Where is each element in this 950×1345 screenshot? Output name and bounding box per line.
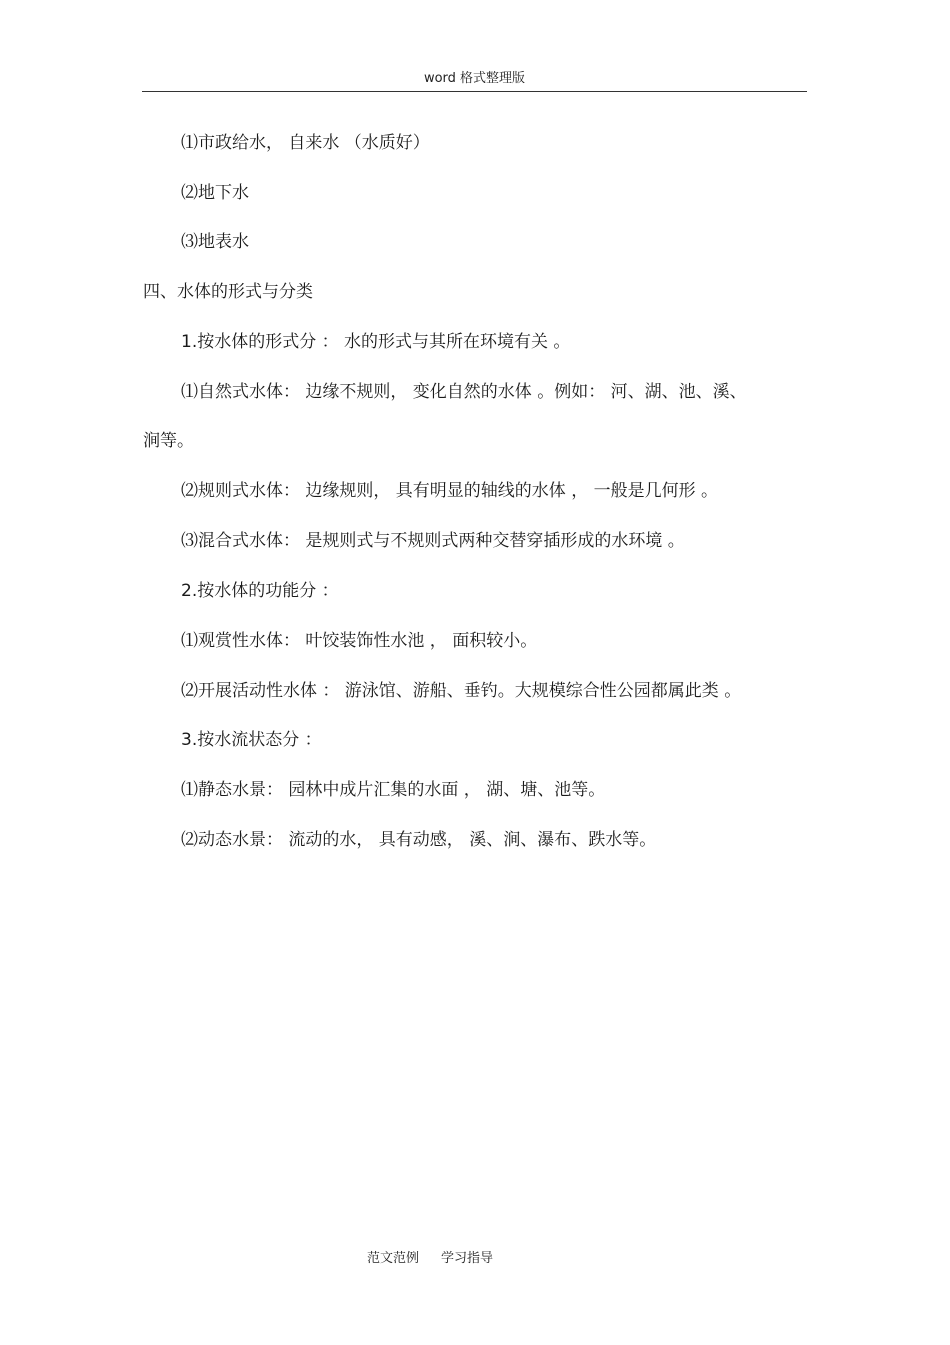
header-text: word 格式整理版 <box>423 71 526 86</box>
paragraph-line: 涧等。 <box>143 431 194 451</box>
footer-left-text: 范文范例 <box>366 1251 419 1266</box>
page-header <box>142 68 807 90</box>
paragraph-line: ⑴市政给水， 自来水 （水质好） <box>181 133 430 153</box>
paragraph-line: ⑵规则式水体： 边缘规则， 具有明显的轴线的水体 ， 一般是几何形 。 <box>181 481 719 501</box>
subsection-heading: 3.按水流状态分 ： <box>181 730 322 750</box>
section-heading: 四、水体的形式与分类 <box>143 282 313 302</box>
paragraph-line: ⑶混合式水体： 是规则式与不规则式两种交替穿插形成的水环境 。 <box>181 531 685 551</box>
footer-right-text: 学习指导 <box>441 1251 494 1266</box>
paragraph-line: ⑶地表水 <box>181 232 249 252</box>
paragraph-line: ⑵开展活动性水体 ： 游泳馆、游船、垂钓。大规模综合性公园都属此类 。 <box>181 681 742 701</box>
page-footer <box>0 1249 860 1269</box>
paragraph-line: 1.按水体的形式分 ： 水的形式与其所在环境有关 。 <box>181 332 571 352</box>
paragraph-line: ⑵地下水 <box>181 183 249 203</box>
paragraph-line: ⑴自然式水体： 边缘不规则， 变化自然的水体 。例如： 河、湖、池、溪、 <box>181 382 747 402</box>
paragraph-line: ⑴观赏性水体： 叶饺装饰性水池 ， 面积较小。 <box>181 631 538 651</box>
paragraph-line: ⑵动态水景： 流动的水， 具有动感， 溪、涧、瀑布、跌水等。 <box>181 830 657 850</box>
header-divider <box>142 91 807 92</box>
subsection-heading: 2.按水体的功能分 ： <box>181 581 339 601</box>
paragraph-line: ⑴静态水景： 园林中成片汇集的水面 ， 湖、塘、池等。 <box>181 780 606 800</box>
